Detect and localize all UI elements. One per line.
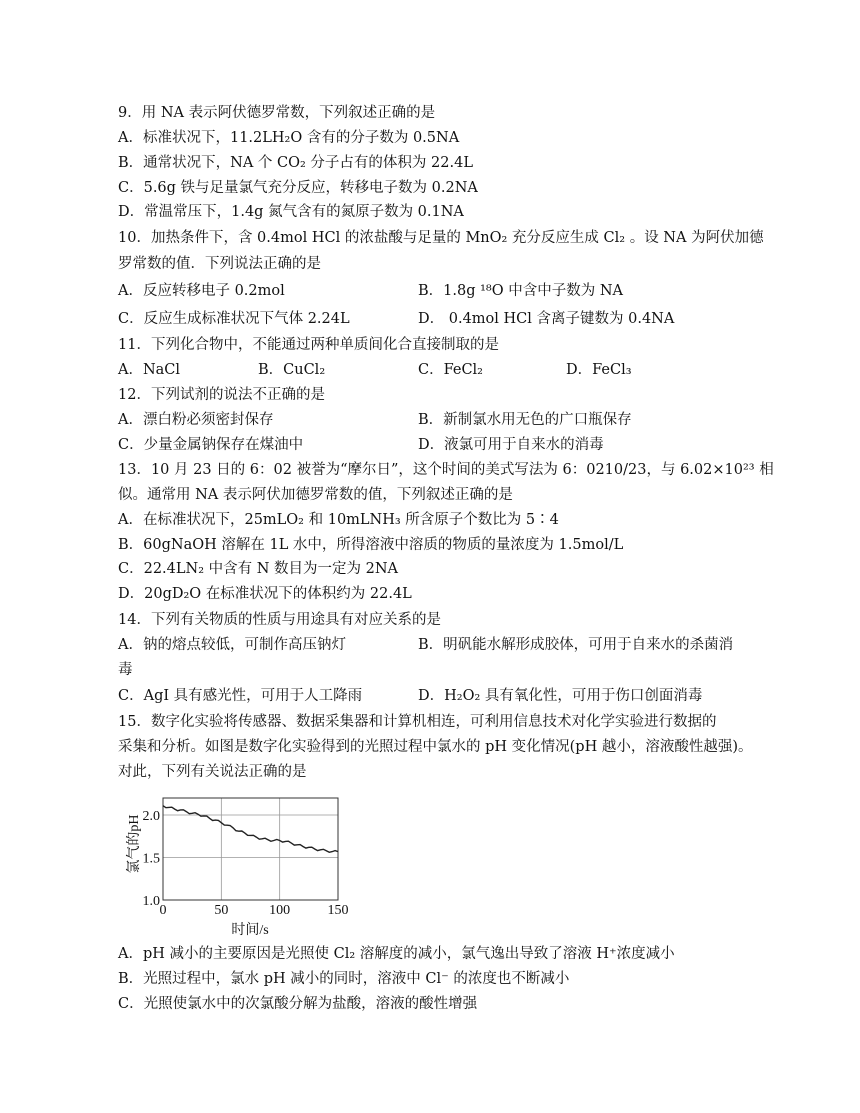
q11-option-d: D．FeCl₃ xyxy=(566,362,632,378)
ph-chart xyxy=(118,782,358,942)
q15-option-a: A．pH 减小的主要原因是光照使 Cl₂ 溶解度的减小，氯气逸出导致了溶液 H⁺浓度减小 xyxy=(118,946,675,962)
q13-option-b: B．60gNaOH 溶解在 1L 水中，所得溶液中溶质的物质的量浓度为 1.5mol/L xyxy=(118,537,624,553)
q12-stem: 12．下列试剂的说法不正确的是 xyxy=(118,387,325,403)
q11-option-c: C．FeCl₂ xyxy=(418,362,483,378)
x-tick-label: 100 xyxy=(269,903,291,918)
q14-option-a: A．钠的熔点较低，可制作高压钠灯 xyxy=(118,637,346,653)
y-tick-label: 1.5 xyxy=(142,851,160,867)
y-tick-label: 2.0 xyxy=(142,809,160,824)
q13-stem-line1: 13．10 月 23 日的 6：02 被誉为“摩尔日”，这个时间的美式写法为 6：0210/23，与 6.02×10²³ 相 xyxy=(118,462,774,478)
q11-option-b: B．CuCl₂ xyxy=(258,362,326,378)
q15-option-b: B．光照过程中，氯水 pH 减小的同时，溶液中 Cl⁻ 的浓度也不断减小 xyxy=(118,971,570,987)
x-tick-label: 0 xyxy=(159,903,167,918)
q14-option-b: B．明矾能水解形成胶体，可用于自来水的杀菌消 xyxy=(418,637,734,653)
q10-stem-line2: 罗常数的值．下列说法正确的是 xyxy=(118,256,321,272)
q12-option-b: B．新制氯水用无色的广口瓶保存 xyxy=(418,412,632,428)
q15-stem-line3: 对此，下列有关说法正确的是 xyxy=(118,764,307,780)
q10-option-d: D． 0.4mol HCl 含离子键数为 0.4NA xyxy=(418,311,675,327)
ph-series-line xyxy=(163,806,338,853)
q9-option-a: A．标准状况下，11.2LH₂O 含有的分子数为 0.5NA xyxy=(118,130,460,146)
x-tick-label: 50 xyxy=(214,903,229,918)
q9-stem: 9．用 NA 表示阿伏德罗常数，下列叙述正确的是 xyxy=(118,105,436,121)
q9-option-c: C．5.6g 铁与足量氯气充分反应，转移电子数为 0.2NA xyxy=(118,180,478,196)
q13-option-c: C．22.4LN₂ 中含有 N 数目为一定为 2NA xyxy=(118,561,399,577)
y-axis-label: 氯气的pH xyxy=(127,814,142,874)
x-tick-label: 150 xyxy=(327,903,349,918)
q10-option-c: C．反应生成标准状况下气体 2.24L xyxy=(118,311,350,327)
q13-option-a: A．在标准状况下，25mLO₂ 和 10mLNH₃ 所含原子个数比为 5∶4 xyxy=(118,512,559,528)
q13-stem-line2: 似。通常用 NA 表示阿伏加德罗常数的值，下列叙述正确的是 xyxy=(118,487,513,503)
q11-option-a: A．NaCl xyxy=(118,362,181,378)
q10-option-b: B．1.8g ¹⁸O 中含中子数为 NA xyxy=(418,283,623,299)
q11-stem: 11．下列化合物中，不能通过两种单质间化合直接制取的是 xyxy=(118,337,499,353)
q15-option-c: C．光照使氯水中的次氯酸分解为盐酸，溶液的酸性增强 xyxy=(118,996,478,1012)
q14-option-c: C．AgI 具有感光性，可用于人工降雨 xyxy=(118,688,363,704)
q14-option-d: D．H₂O₂ 具有氧化性，可用于伤口创面消毒 xyxy=(418,688,703,704)
q10-stem-line1: 10．加热条件下，含 0.4mol HCl 的浓盐酸与足量的 MnO₂ 充分反应生成 Cl₂ 。设 NA 为阿伏加德 xyxy=(118,230,764,246)
chart-ticks xyxy=(143,809,349,918)
q15-stem-line1: 15．数字化实验将传感器、数据采集器和计算机相连，可利用信息技术对化学实验进行数据的 xyxy=(118,714,717,730)
q14-stem: 14．下列有关物质的性质与用途具有对应关系的是 xyxy=(118,612,441,628)
q10-option-a: A．反应转移电子 0.2mol xyxy=(118,283,285,299)
q15-stem-line2: 采集和分析。如图是数字化实验得到的光照过程中氯水的 pH 变化情况(pH 越小，溶液酸性越强)。 xyxy=(118,739,753,755)
q12-option-a: A．漂白粉必须密封保存 xyxy=(118,412,274,428)
q14-option-b-wrap: 毒 xyxy=(118,662,133,678)
q9-option-b: B．通常状况下，NA 个 CO₂ 分子占有的体积为 22.4L xyxy=(118,155,473,171)
q12-option-d: D．液氯可用于自来水的消毒 xyxy=(418,437,604,453)
q9-option-d: D．常温常压下，1.4g 氮气含有的氮原子数为 0.1NA xyxy=(118,204,464,220)
x-axis-label: 时间/s xyxy=(231,923,269,938)
q12-option-c: C．少量金属钠保存在煤油中 xyxy=(118,437,304,453)
y-tick-label: 1.0 xyxy=(142,894,160,909)
q13-option-d: D．20gD₂O 在标准状况下的体积约为 22.4L xyxy=(118,586,412,602)
